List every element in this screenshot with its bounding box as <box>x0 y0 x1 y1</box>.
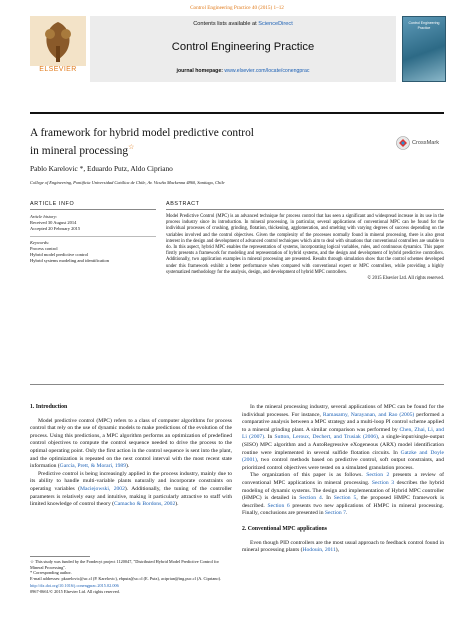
citation-link[interactable]: Maciejowski, 2002 <box>80 485 125 492</box>
received-date: Received 30 August 2014 <box>30 220 77 225</box>
affiliation: College of Engineering, Pontificia Universidad Católica de Chile, Av. Vicuña Mackenna 4860, Santiago, Chile <box>30 180 225 185</box>
section-link[interactable]: Section 7 <box>324 510 346 517</box>
section-link[interactable]: Section 2 <box>366 472 390 479</box>
article-info-label: ARTICLE INFO <box>30 201 75 207</box>
article-info-rule <box>30 209 156 210</box>
abstract-copyright: © 2015 Elsevier Ltd. All rights reserved. <box>367 276 444 282</box>
citation-link[interactable]: Camacho & Bordons, 2002 <box>114 501 176 508</box>
abstract-text: Model Predictive Control (MPC) is an advanced technique for process control that has seen a significant and widespread increase in its use in the process industry since its introduction. In mineral processing, in particular, several applications of conventional MPC can be found for the individual processes of crushing, grinding, flotation, thickening, agglomeration, and smelting with varying degrees of success depending on the variables involved and the control objectives. Given the complexity of the processes normally found in mineral processing, there is also great interest in the design and development of advanced control techniques which aim to deal with situations that conventional controllers are unable to do. In this aspect, hybrid MPC enables the representation of systems, incorporating logical variables, rules, and continuous dynamics. This paper firstly presents a framework for modeling and representation of hybrid systems, and the design and development of hybrid predictive controllers. Additionally, two application examples in mineral processing are presented. Results through simulation show that the control schemes developed under this framework exhibit a better performance when compared with conventional expert or MPC controllers, while providing a highly systematized methodology for the analysis, design, and development of hybrid MPC controllers. <box>166 214 444 275</box>
section-heading-introduction: 1. Introduction <box>30 404 68 410</box>
elsevier-logo <box>30 16 86 84</box>
running-head: Control Engineering Practice 40 (2015) 1–12 <box>190 5 284 11</box>
journal-title: Control Engineering Practice <box>171 41 315 53</box>
accepted-date: Accepted 20 February 2015 <box>30 226 81 231</box>
section-link[interactable]: Section 4 <box>299 495 322 502</box>
journal-cover <box>402 16 446 82</box>
left-column <box>30 404 232 509</box>
title-line-1: A framework for hybrid model predictive control <box>30 127 254 139</box>
abstract-label: ABSTRACT <box>166 201 200 207</box>
paragraph-organization: The organization of this paper is as follows. Section 2 presents a review of conventional MPC applications in mineral processing. Section 3 describes the hybrid modeling of dynamic systems. The design and implementation of Hybrid MPC controller (HMPC) is detailed in Section 4. In Section 5, the proposed HMPC framework is described. Section 6 presents two new applications of HMPC in mineral processing. Finally, conclusions are presented in Section 7. <box>242 472 445 517</box>
crossmark-icon <box>396 136 410 150</box>
doi-link[interactable]: http://dx.doi.org/10.1016/j.conengprac.2015.02.006 <box>30 583 119 589</box>
intro-paragraph-2: Predictive control is being increasingly applied in the process industry, mainly due to its ability to handle multi-variable plants naturally and incorporate constraints on operating variables (Maciejowski, 2002). Additionally, the tuning of the controller parameters is relatively easy and intuitive, making it particularly attractive to staff with limited knowledge of control theory (Camacho & Bordons, 2002). <box>30 470 232 508</box>
keywords-label: Keywords: <box>30 240 50 245</box>
footnote-corresponding: * Corresponding author. <box>30 570 72 576</box>
citation-link[interactable]: Ramasamy, Narayanan, and Rao (2005) <box>322 411 415 418</box>
citation-link[interactable]: García, Prett, & Morari, 1989 <box>59 463 127 470</box>
title-line-2: in mineral processing <box>30 144 129 157</box>
abstract-rule <box>166 209 444 210</box>
footnote-emails: E-mail addresses: pkarelovic@uc.cl (P. Karelovic), ebputz@uc.cl (E. Putz), aciprian@ing.puc.cl (A. Cipriano). <box>30 575 222 581</box>
homepage-line <box>90 68 396 74</box>
section-link[interactable]: Section 3 <box>371 479 395 486</box>
citation-link[interactable]: Gatzke and Doyle (2001) <box>242 449 444 464</box>
citation-link[interactable]: Hodouin, 2011 <box>302 547 336 554</box>
history-label: Article history: <box>30 214 58 219</box>
homepage-prefix: journal homepage: <box>176 68 225 74</box>
citation-link[interactable]: Sutton, Leroux, Dechert, and Trusiak (2006) <box>274 434 378 441</box>
right-column <box>242 404 444 555</box>
abstract-bottom-rule <box>30 384 444 385</box>
author-list: Pablo Karelovic *, Eduardo Putz, Aldo Cipriano <box>30 164 173 173</box>
info-divider <box>30 236 156 237</box>
journal-banner <box>90 16 396 82</box>
section-link[interactable]: Section 6 <box>267 502 290 509</box>
title-footnote-star[interactable]: ☆ <box>128 143 135 151</box>
cover-title: Control Engineering Practice <box>408 21 440 30</box>
contents-prefix: Contents lists available at <box>193 21 259 27</box>
footnote-rule <box>30 556 90 557</box>
intro-paragraph-1: Model predictive control (MPC) refers to a class of computer algorithms for process control that rely on the use of dynamic models to make predictions of the evolution of the process. Using this predictions, a MPC algorithm performs an optimization of predefined control objectives to compute the control sequence needed to drive the process to the optimal operating point. Only the first action in the control sequence is sent into the plant, and the optimization is repeated on the next control interval with the most recent state information (García, Prett, & Morari, 1989). <box>30 417 232 470</box>
abstract <box>166 214 444 282</box>
homepage-link[interactable]: www.elsevier.com/locate/conengprac <box>224 68 310 74</box>
sciencedirect-link[interactable]: ScienceDirect <box>258 21 293 27</box>
journal-header <box>30 16 444 86</box>
publisher-name: ELSEVIER <box>39 66 77 73</box>
footnotes <box>30 559 232 595</box>
article-info <box>30 214 156 264</box>
section-heading-conventional-mpc: 2. Conventional MPC applications <box>242 525 328 532</box>
paragraph-mineral-mpc: In the mineral processing industry, several applications of MPC can be found for the individual processes. For instance, Ramasamy, Narayanan, and Rao (2005) performed a comparative analysis between a MPC strategy and a multi-loop PI control scheme applied to a mineral grinding plant. A similar comparison was performed by Chen, Zhai, Li, and Li (2007). In Sutton, Leroux, Dechert, and Trusiak (2006), a single-input/single-output (SISO) MPC algorithm and a AutoRegressive eXogeneous (ARX) model identification routine were implemented in several sulfide flotation circuits. In Gatzke and Doyle (2001), two control methods based on predictive control, soft output constraints, and prioritized control objectives were tested on a simulated granulation process. <box>242 404 445 471</box>
crossmark-badge[interactable] <box>396 132 444 160</box>
contents-line <box>90 21 396 27</box>
section-link[interactable]: Section 5 <box>333 495 357 502</box>
issn-line: 0967-0661/© 2015 Elsevier Ltd. All rights reserved. <box>30 588 120 594</box>
citation-link[interactable]: Chen, Zhai, Li, and Li (2007) <box>242 426 445 441</box>
crossmark-label: CrossMark <box>412 140 440 146</box>
paragraph-pid: Even though PID controllers are the most usual approach to feedback control found in mineral processing plants (Hodouin, 2011), <box>242 539 444 554</box>
keyword: Hybrid systems modeling and identification <box>30 258 109 263</box>
keyword: Process control <box>30 246 58 251</box>
header-rule <box>30 112 444 114</box>
footnote-funding: ☆ This study was funded by the Fondecyt project 1120047, "Distributed Hybrid Model Predictive Control for Mineral Processing". <box>30 559 219 570</box>
paper-title <box>30 126 360 158</box>
keyword: Hybrid model predictive control <box>30 252 89 257</box>
